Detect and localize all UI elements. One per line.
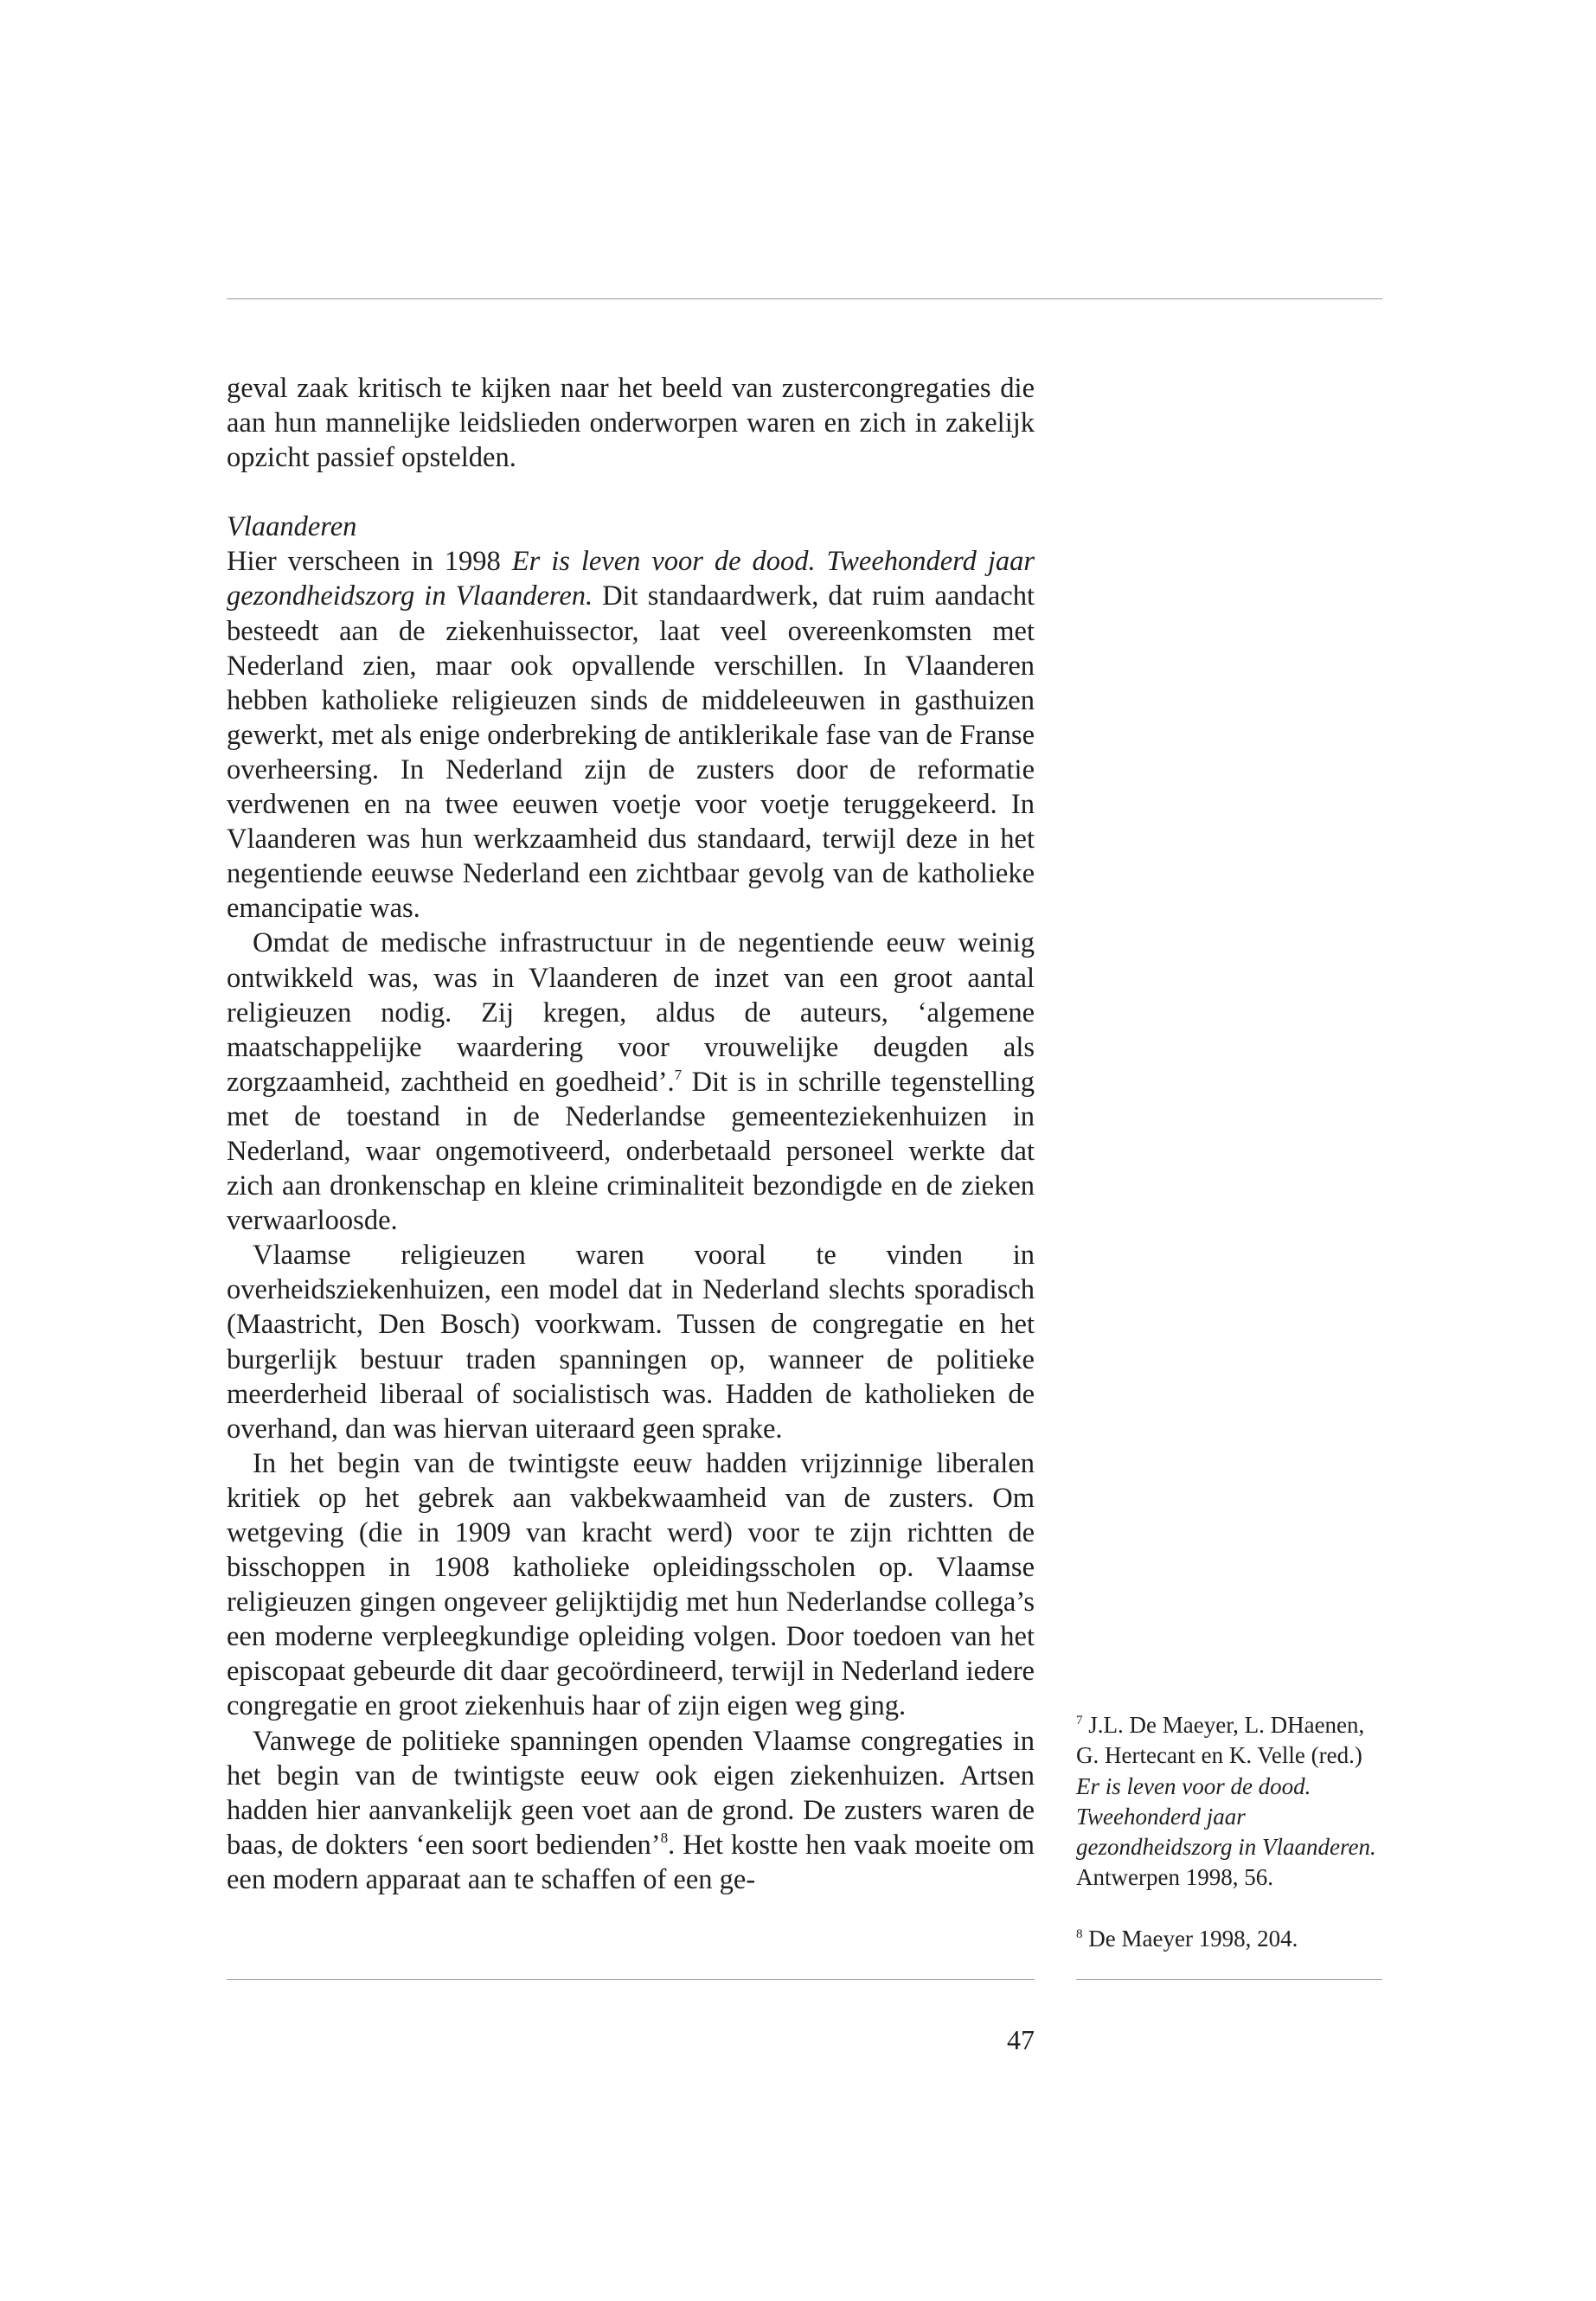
footnote-7-text-b: Antwerpen 1998, 56. bbox=[1076, 1864, 1273, 1891]
paragraph-3-text-a: Omdat de medische infrastructuur in de negentiende eeuw weinig ontwikkeld was, was in Vlaanderen de inzet van een groot aantal religieuzen nodig. Zij kregen, aldus de auteurs, ‘algemene maatschappelijke waardering voor vrouwelijke deugden als zorgzaamheid, zachtheid en goedheid’. bbox=[227, 927, 1035, 1098]
bottom-rule-notes bbox=[1076, 1979, 1382, 1980]
footnote-7 bbox=[1076, 1710, 1382, 1894]
paragraph-6 bbox=[227, 1724, 1035, 1897]
footnote-8-text: De Maeyer 1998, 204. bbox=[1082, 1925, 1298, 1952]
footnote-8-number: 8 bbox=[1076, 1926, 1083, 1941]
footnote-ref-8: 8 bbox=[660, 1829, 669, 1846]
footnote-8 bbox=[1076, 1924, 1382, 1954]
bottom-rule-main bbox=[227, 1979, 1035, 1980]
paragraph-5: In het begin van de twintigste eeuw hadden vrijzinnige liberalen kritiek op het gebrek aan vakbekwaamheid van de zusters. Om wetgeving (die in 1909 van kracht werd) voor te zijn richtten de bisschoppen in 1908 katholieke opleidingsscholen op. Vlaamse religieuzen gingen ongeveer gelijktijdig met hun Nederlandse collega’s een moderne verpleegkundige opleiding volgen. Door toedoen van het episcopaat gebeurde dit daar gecoördineerd, terwijl in Nederland iedere congregatie en groot ziekenhuis haar of zijn eigen weg ging. bbox=[227, 1447, 1035, 1722]
paragraph-3 bbox=[227, 926, 1035, 1238]
paragraph-3-text-b: Dit is in schrille tegenstelling met de toestand in de Nederlandse gemeenteziekenhuizen in Nederland, waar ongemotiveerd, onderbetaald personeel werkte dat zich aan dronkenschap en kleine criminaliteit bezondigde en de zieken verwaarloosde. bbox=[227, 1066, 1035, 1237]
footnote-7-text-a: J.L. De Maeyer, L. DHaenen, G. Hertecant en K. Velle (red.) bbox=[1076, 1712, 1365, 1769]
paragraph-2 bbox=[227, 544, 1035, 926]
book-title: Er is leven voor de dood. Tweehonderd jaar gezondheidszorg in Vlaanderen. bbox=[227, 546, 1035, 612]
paragraph-2-text-a: Hier verscheen in 1998 bbox=[227, 546, 512, 578]
paragraph-2-text-b: Dit standaardwerk, dat ruim aandacht besteedt aan de ziekenhuissector, laat veel overeenkomsten met Nederland zien, maar ook opvallende verschillen. In Vlaanderen hebben katholieke religieuzen sinds de middeleeuwen in gasthuizen gewerkt, met als enige onderbreking de antiklerikale fase van de Franse overheersing. In Nederland zijn de zusters door de reformatie verdwenen en na twee eeuwen voetje voor voetje teruggekeerd. In Vlaanderen was hun werkzaamheid dus standaard, terwijl deze in het negentiende eeuwse Nederland een zichtbaar gevolg van de katholieke emancipatie was. bbox=[227, 580, 1035, 925]
footnote-7-title: Er is leven voor de dood. Tweehonderd jaar gezondheidszorg in Vlaanderen. bbox=[1076, 1772, 1376, 1861]
page-number: 47 bbox=[1007, 2024, 1035, 2055]
paragraph-6-text-a: Vanwege de politieke spanningen openden Vlaamse congregaties in het begin van de twintigste eeuw ook eigen ziekenhuizen. Artsen hadden hier aanvankelijk geen voet aan de grond. De zusters waren de baas, de dokters ‘een soort bedienden’ bbox=[227, 1725, 1035, 1861]
section-heading-vlaanderen: Vlaanderen bbox=[227, 511, 357, 543]
paragraph-6-text-b: . Het kostte hen vaak moeite om een modern apparaat aan te schaffen of een ge- bbox=[227, 1829, 1035, 1895]
footnote-7-number: 7 bbox=[1076, 1714, 1083, 1727]
footnote-ref-7: 7 bbox=[674, 1066, 683, 1083]
section-gap bbox=[227, 475, 1035, 510]
top-rule bbox=[227, 298, 1382, 299]
paragraph-1: geval zaak kritisch te kijken naar het beeld van zustercongregaties die aan hun mannelijke leidslieden onderworpen waren en zich in zakelijk opzicht passief opstelden. bbox=[227, 373, 1035, 474]
paragraph-4: Vlaamse religieuzen waren vooral te vinden in overheidsziekenhuizen, een model dat in Nederland slechts sporadisch (Maastricht, Den Bosch) voorkwam. Tussen de congregatie en het burgerlijk bestuur traden spanningen op, wanneer de politieke meerderheid liberaal of socialistisch was. Hadden de katholieken de overhand, dan was hiervan uiteraard geen sprake. bbox=[227, 1240, 1035, 1445]
margin-footnotes bbox=[1076, 1710, 1382, 1954]
main-text-column bbox=[227, 371, 1035, 1897]
